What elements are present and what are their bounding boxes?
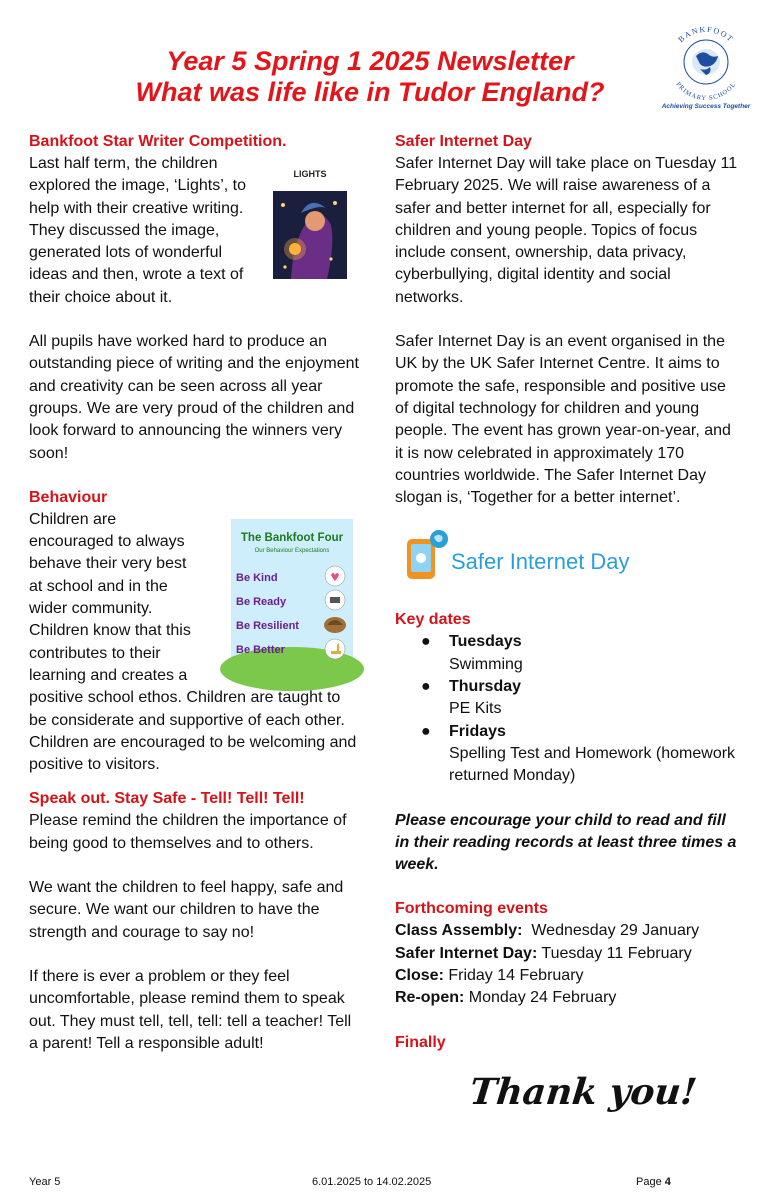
star-writer-heading: Bankfoot Star Writer Competition. [29, 133, 287, 150]
event-label: Safer Internet Day: [395, 944, 538, 962]
event-value: Tuesday 11 February [537, 944, 692, 962]
poster-item-resilient: Be Resilient [236, 619, 299, 632]
key-date-detail: PE Kits [449, 700, 502, 718]
events-heading: Forthcoming events [395, 900, 548, 918]
event-label: Close: [395, 967, 444, 985]
logo-tagline: Achieving Success Together [661, 103, 751, 110]
safer-internet-para-2: Safer Internet Day is an event organised in the UK by the UK Safer Internet Centre. It aims to promote the safe, responsible and positive use of digital technology for children and young people. The event has grown year-on-year, and it is now celebrated in approximately 170 countries worldwide. The Safer Internet Day slogan is, ‘Together for a better internet’. [395, 333, 731, 507]
event-value: Monday 24 February [464, 989, 617, 1007]
lights-image-label: LIGHTS [293, 169, 327, 179]
title-line-1: Year 5 Spring 1 2025 Newsletter [166, 46, 574, 76]
key-date-day: Thursday [449, 678, 522, 696]
sid-logo-text: Safer Internet Day [451, 549, 630, 575]
star-writer-para-1: Last half term, the children explored the image, ‘Lights’, to help with their creative writing. They discussed the image, generated lots of wonderful ideas and then, wrote a text of their choice about it. [29, 155, 247, 306]
thumbs-up-icon [325, 639, 345, 659]
title-line-2: What was life like in Tudor England? [135, 77, 605, 107]
logo-top-text: BANKFOOT [676, 24, 736, 45]
behaviour-heading: Behaviour [29, 488, 108, 506]
event-label: Class Assembly: [395, 922, 523, 940]
key-dates-heading: Key dates [395, 611, 471, 629]
key-date-item: ● Fridays Spelling Test and Homework (homework returned Monday) [421, 721, 740, 788]
poster-subtitle: Our Behaviour Expectations [254, 547, 330, 554]
thank-you-text: Thank you! [467, 1069, 699, 1113]
speak-out-para-3: If there is ever a problem or they feel uncomfortable, please remind them to speak out. They must tell, tell, tell: tell a teacher! Tell a parent! Tell a responsible adult! [29, 967, 352, 1052]
event-item [395, 943, 740, 965]
footer-dates: 6.01.2025 to 14.02.2025 [312, 1176, 432, 1188]
event-value: Friday 14 February [443, 967, 584, 985]
event-item [395, 987, 740, 1009]
poster-item-ready: Be Ready [236, 595, 287, 608]
right-column [395, 131, 740, 1122]
speak-out-para-2: We want the children to feel happy, safe and secure. We want our children to have the strength and courage to say no! [29, 879, 344, 941]
event-label: Re-open: [395, 989, 465, 1007]
thank-you-graphic [467, 1062, 699, 1122]
key-date-detail: Spelling Test and Homework (homework returned Monday) [449, 744, 736, 785]
poster-title: The Bankfoot Four [240, 531, 344, 544]
newsletter-title [60, 46, 680, 108]
school-logo [652, 14, 760, 114]
left-column [29, 131, 359, 1055]
key-dates-list [395, 631, 740, 787]
key-date-item: ● Tuesdays Swimming [421, 631, 740, 676]
safer-internet-para-1: Safer Internet Day will take place on Tuesday 11 February 2025. We will raise awareness of a safer and better internet for all, especially for children and young people. Topics of focus include consent, ownership, data privacy, cyberbullying, digital identity and social networks. [395, 155, 738, 306]
poster-item-kind: Be Kind [236, 571, 278, 584]
key-date-item: ● Thursday PE Kits [421, 676, 740, 721]
finally-heading: Finally [395, 1033, 446, 1051]
bankfoot-four-poster [231, 519, 353, 677]
reading-note: Please encourage your child to read and fill in their reading records at least three times a week. [395, 811, 737, 874]
footer-page-prefix: Page [636, 1176, 665, 1188]
key-date-day: Fridays [449, 722, 506, 740]
event-value: Wednesday 29 January [522, 922, 700, 940]
behaviour-text: Children are encouraged to always behave their very best at school and in the wider community. Children know that this contributes to their learning and creates a positive school ethos. Children are taught to be considerate and supportive of each other. Children are encouraged to be welcoming and positive to visitors. [29, 510, 357, 774]
key-date-detail: Swimming [449, 655, 523, 673]
poster-item-better: Be Better [236, 643, 285, 656]
safer-internet-heading: Safer Internet Day [395, 133, 532, 150]
safer-internet-day-logo [399, 529, 649, 589]
event-item [395, 965, 740, 987]
footer-page [636, 1176, 671, 1188]
key-date-day: Tuesdays [449, 633, 522, 651]
footer-year: Year 5 [29, 1176, 61, 1188]
logo-bottom-text: PRIMARY SCHOOL [674, 80, 738, 103]
speak-out-heading: Speak out. Stay Safe - Tell! Tell! Tell! [29, 790, 305, 808]
event-item [395, 920, 740, 942]
star-writer-para-2: All pupils have worked hard to produce an outstanding piece of writing and the enjoyment and creativity can be seen across all year groups. We are very proud of the children and look forward to announcing the winners very soon! [29, 333, 359, 462]
speak-out-para-1: Please remind the children the importance of being good to themselves and to others. [29, 812, 347, 852]
lights-image [271, 163, 349, 283]
footer-page-number: 4 [664, 1176, 671, 1188]
